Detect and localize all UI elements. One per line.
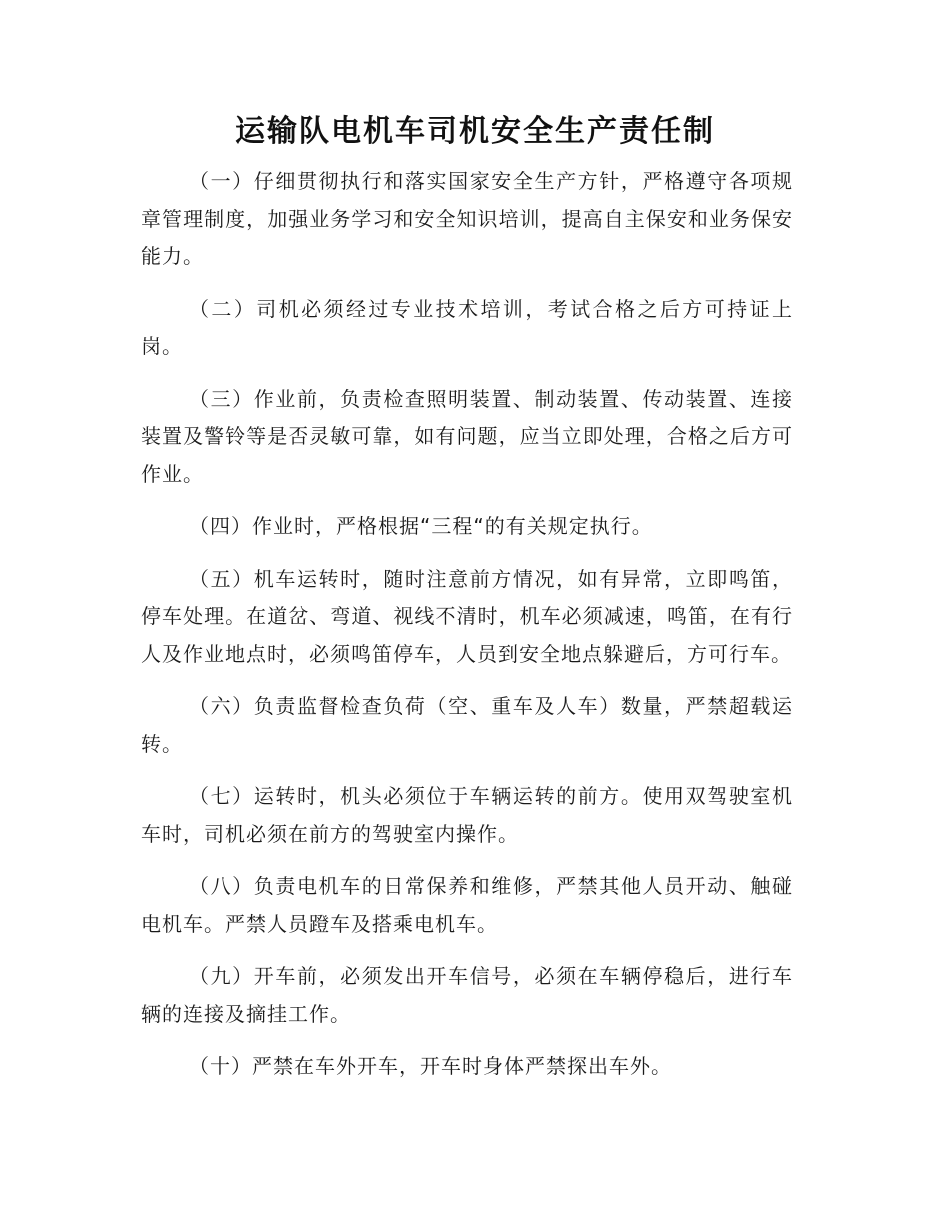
paragraph-3: （三）作业前，负责检查照明装置、制动装置、传动装置、连接装置及警铃等是否灵敏可靠，如有问题，应当立即处理，合格之后方可作业。 — [141, 386, 793, 486]
paragraph-6: （六）负责监督检查负荷（空、重车及人车）数量，严禁超载运转。 — [141, 694, 793, 756]
paragraph-9: （九）开车前，必须发出开车信号，必须在车辆停稳后，进行车辆的连接及摘挂工作。 — [141, 964, 793, 1026]
paragraph-5: （五）机车运转时，随时注意前方情况，如有异常，立即鸣笛，停车处理。在道岔、弯道、视线不清时，机车必须减速，鸣笛，在有行人及作业地点时，必须鸣笛停车，人员到安全地点躲避后，方可行车。 — [141, 566, 793, 666]
document-body — [141, 163, 793, 1101]
paragraph-2: （二）司机必须经过专业技术培训，考试合格之后方可持证上岗。 — [141, 296, 793, 358]
paragraph-10: （十）严禁在车外开车，开车时身体严禁探出车外。 — [189, 1054, 672, 1078]
paragraph-4: （四）作业时，严格根据“三程“的有关规定执行。 — [189, 514, 653, 538]
document-title: 运输队电机车司机安全生产责任制 — [235, 114, 715, 149]
paragraph-7: （七）运转时，机头必须位于车辆运转的前方。使用双驾驶室机车时，司机必须在前方的驾驶室内操作。 — [141, 784, 793, 846]
paragraph-8: （八）负责电机车的日常保养和维修，严禁其他人员开动、触碰电机车。严禁人员蹬车及搭乘电机车。 — [141, 874, 793, 936]
paragraph-1: （一）仔细贯彻执行和落实国家安全生产方针，严格遵守各项规章管理制度，加强业务学习和安全知识培训，提高自主保安和业务保安能力。 — [141, 169, 793, 268]
